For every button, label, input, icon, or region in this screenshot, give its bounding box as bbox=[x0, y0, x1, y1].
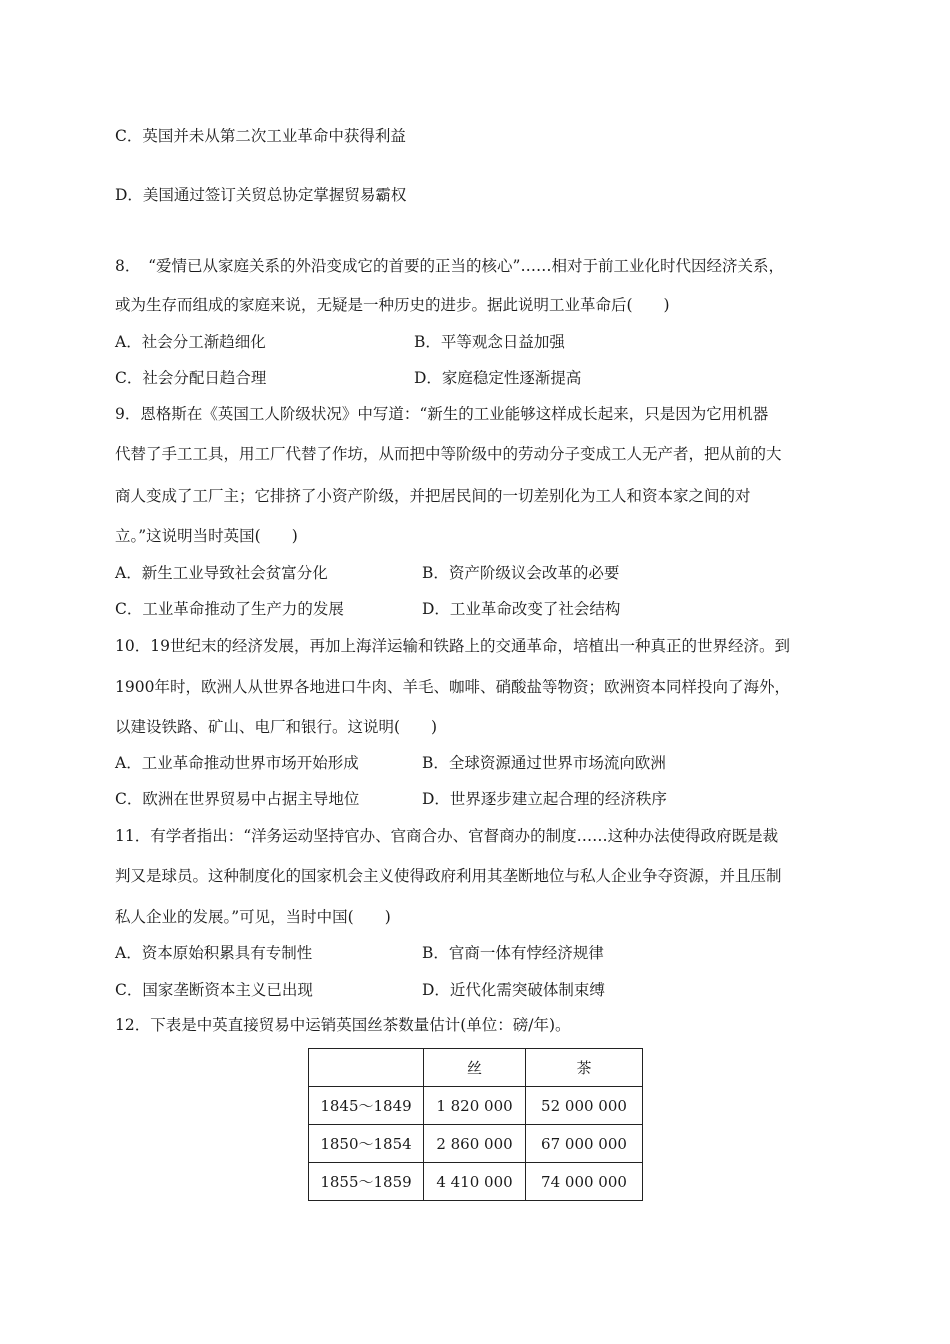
table-cell-tea: 67 000 000 bbox=[526, 1125, 643, 1163]
table-cell-silk: 1 820 000 bbox=[424, 1087, 526, 1125]
q10-option-b: B．全球资源通过世界市场流向欧洲 bbox=[422, 754, 666, 772]
q11-stem-line-2: 判又是球员。这种制度化的国家机会主义使得政府利用其垄断地位与私人企业争夺资源，并且压制 bbox=[115, 867, 782, 885]
q11-option-a: A．资本原始积累具有专制性 bbox=[115, 944, 313, 962]
table-row bbox=[309, 1163, 643, 1201]
table-cell-silk: 2 860 000 bbox=[424, 1125, 526, 1163]
q10-stem-line-2: 1900年时，欧洲人从世界各地进口牛肉、羊毛、咖啡、硝酸盐等物资；欧洲资本同样投向了海外， bbox=[115, 678, 790, 696]
table-row bbox=[309, 1125, 643, 1163]
table-header-period bbox=[309, 1049, 424, 1087]
q11-option-c: C．国家垄断资本主义已出现 bbox=[115, 981, 313, 999]
table-cell-silk: 4 410 000 bbox=[424, 1163, 526, 1201]
q7-option-d: D．美国通过签订关贸总协定掌握贸易霸权 bbox=[115, 186, 407, 204]
table-header-silk: 丝 bbox=[424, 1049, 526, 1087]
table-cell-period: 1855～1859 bbox=[309, 1163, 424, 1201]
table-cell-period: 1845～1849 bbox=[309, 1087, 424, 1125]
q9-stem-line-4: 立。”这说明当时英国( ) bbox=[115, 527, 298, 545]
q9-option-d: D．工业革命改变了社会结构 bbox=[422, 600, 621, 618]
q11-option-b: B．官商一体有悖经济规律 bbox=[422, 944, 604, 962]
q11-stem-line-3: 私人企业的发展。”可见，当时中国( ) bbox=[115, 908, 391, 926]
q9-stem-line-3: 商人变成了工厂主；它排挤了小资产阶级，并把居民间的一切差别化为工人和资本家之间的对 bbox=[115, 487, 751, 505]
q9-stem-line-2: 代替了手工工具，用工厂代替了作坊，从而把中等阶级中的劳动分子变成工人无产者，把从前的大 bbox=[115, 445, 782, 463]
q9-option-b: B．资产阶级议会改革的必要 bbox=[422, 564, 620, 582]
q8-option-c: C．社会分配日趋合理 bbox=[115, 369, 267, 387]
q11-stem-line-1: 11．有学者指出：“洋务运动坚持官办、官商合办、官督商办的制度……这种办法使得政府既是裁 bbox=[115, 827, 779, 845]
q10-option-d: D．世界逐步建立起合理的经济秩序 bbox=[422, 790, 667, 808]
q10-option-c: C．欧洲在世界贸易中占据主导地位 bbox=[115, 790, 360, 808]
q10-stem-line-3: 以建设铁路、矿山、电厂和银行。这说明( ) bbox=[115, 718, 438, 736]
q7-option-c: C．英国并未从第二次工业革命中获得利益 bbox=[115, 127, 406, 145]
q11-option-d: D．近代化需突破体制束缚 bbox=[422, 981, 605, 999]
q8-option-d: D．家庭稳定性逐渐提高 bbox=[414, 369, 582, 387]
q8-option-a: A．社会分工渐趋细化 bbox=[115, 333, 266, 351]
q10-option-a: A．工业革命推动世界市场开始形成 bbox=[115, 754, 359, 772]
q9-option-a: A．新生工业导致社会贫富分化 bbox=[115, 564, 328, 582]
table-cell-period: 1850～1854 bbox=[309, 1125, 424, 1163]
q9-option-c: C．工业革命推动了生产力的发展 bbox=[115, 600, 344, 618]
table-cell-tea: 74 000 000 bbox=[526, 1163, 643, 1201]
table-cell-tea: 52 000 000 bbox=[526, 1087, 643, 1125]
silk-tea-table bbox=[308, 1048, 643, 1201]
table-header-row bbox=[309, 1049, 643, 1087]
q8-option-b: B．平等观念日益加强 bbox=[414, 333, 565, 351]
q8-stem-line-2: 或为生存而组成的家庭来说，无疑是一种历史的进步。据此说明工业革命后( ) bbox=[115, 296, 670, 314]
q9-stem-line-1: 9．恩格斯在《英国工人阶级状况》中写道：“新生的工业能够这样成长起来，只是因为它用机器 bbox=[115, 405, 769, 423]
q12-stem-line-1: 12．下表是中英直接贸易中运销英国丝茶数量估计(单位：磅/年)。 bbox=[115, 1016, 571, 1034]
table-row bbox=[309, 1087, 643, 1125]
q10-stem-line-1: 10．19世纪末的经济发展，再加上海洋运输和铁路上的交通革命，培植出一种真正的世界经济。到 bbox=[115, 637, 790, 655]
table-header-tea: 茶 bbox=[526, 1049, 643, 1087]
q8-stem-line-1: 8． “爱情已从家庭关系的外沿变成它的首要的正当的核心”……相对于前工业化时代因经济关系， bbox=[115, 257, 784, 275]
